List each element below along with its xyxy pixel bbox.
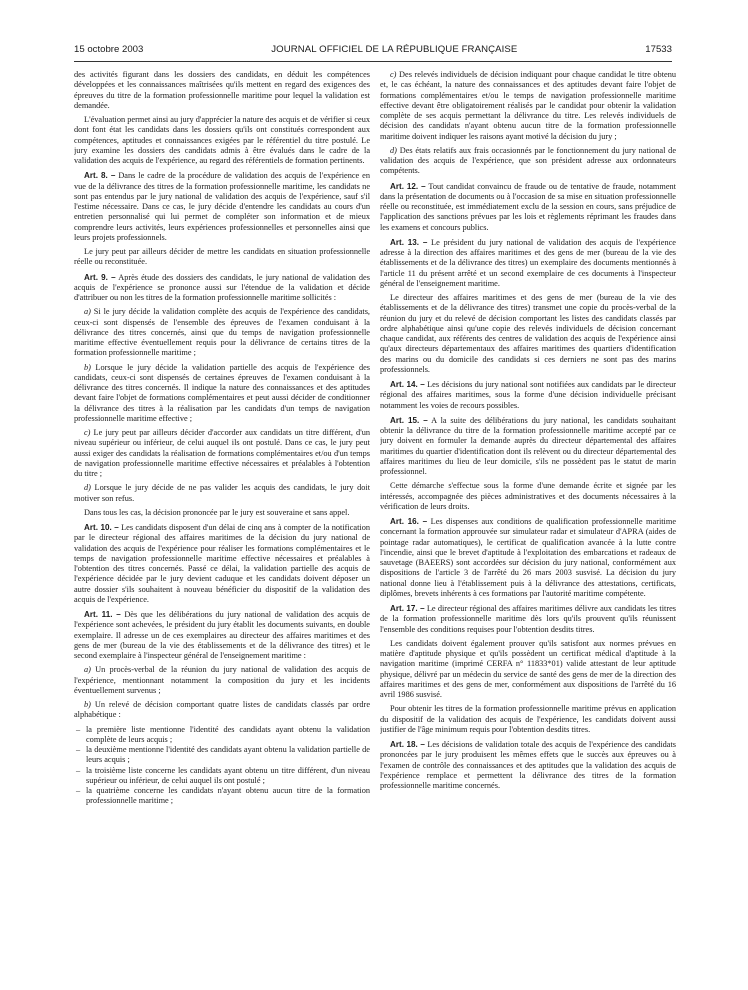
article-paragraph bbox=[380, 238, 676, 289]
paragraph-text: Le directeur régional des affaires maritimes délivre aux candidats les titres de la formation professionnelle maritime dès lors qu'ils prouvent qu'ils réunissent l'ensemble des conditions requises pour l'obtention desdits titres. bbox=[380, 604, 676, 634]
lettered-item bbox=[380, 146, 676, 177]
item-letter: b) bbox=[84, 700, 91, 709]
paragraph bbox=[380, 639, 676, 701]
dash-list bbox=[74, 725, 370, 807]
paragraph-text: Si le jury décide la validation complète des acquis de l'expérience des candidats, ceux-ci sont dispensés de l'ensemble des épreuves de l'examen conduisant à la délivrance des titres concernés, ainsi que du temps de navigation professionnelle maritime effective éventuellement requis pour la délivrance de certains titres de la formation professionnelle maritime ; bbox=[74, 307, 370, 358]
paragraph-text: L'évaluation permet ainsi au jury d'apprécier la nature des acquis et de vérifier si ceux dont font état les candidats dans les dossiers qu'ils ont constitués correspondent aux compétences, aptitudes et connaissances exigées par le référentiel du titre postulé. Le jury examine les dossiers des candidats admis à être évalués dans le cadre de la validation des acquis de l'expérience, au regard des référentiels de formation pertinents. bbox=[74, 115, 370, 165]
paragraph-text: Les décisions du jury national sont notifiées aux candidats par le directeur régional des affaires maritimes, sous la forme d'une décision individuelle précisant notamment les voies de recours possibles. bbox=[380, 380, 676, 410]
paragraph bbox=[74, 70, 370, 111]
article-label: Art. 13. – bbox=[390, 237, 428, 247]
paragraph-text: Des états relatifs aux frais occasionnés par le fonctionnement du jury national de validation des acquis de l'expérience, que son président adresse aux ordonnateurs compétents. bbox=[380, 145, 676, 176]
lettered-item bbox=[74, 700, 370, 721]
paragraph-text: Un procès-verbal de la réunion du jury national de validation des acquis de l'expérience, mentionnant notamment la composition du jury et les incidents éventuellement survenus ; bbox=[74, 665, 370, 695]
paragraph-text: Les dispenses aux conditions de qualification professionnelle maritime concernant la formation approuvée sur simulateur radar et simulateur d'APRA (aides de pointage radar automatiques), le certificat de qualification avancée à la lutte contre l'incendie, ainsi que le brevet d'aptitude à l'exploitation des embarcations et radeaux de sauvetage (BAEERS) sont accordées sur décision du jury national, conformément aux dispositions de l'article 3 de l'arrêté du 26 mars 2003 susvisé. La décision du jury national donne lieu à l'établissement puis à la délivrance des attestations, certificats, diplômes, brevets inhérents à ces formations par l'autorité maritime compétente. bbox=[380, 517, 676, 598]
paragraph-text: Des relevés individuels de décision indiquant pour chaque candidat le titre obtenu et, le cas échéant, la nature des connaissances et des aptitudes devant faire l'objet de formations complémentaires et/ou le temps de navigation professionnelle maritime effective devant être obligatoirement réalisés par le candidat pour obtenir la validation complète de ses acquis permettant la délivrance du titre. Les relevés individuels de décision des candidats n'ayant obtenu aucun titre de la formation professionnelle maritime doivent indiquer les raisons ayant motivé la décision du jury ; bbox=[380, 70, 676, 141]
article-label: Art. 9. – bbox=[84, 272, 116, 282]
paragraph-text: Tout candidat convaincu de fraude ou de tentative de fraude, notamment dans la présentation de documents ou à l'occasion de sa mise en situation professionnelle réelle ou reconstituée, est immédiatement exclu de la session en cours, sans préjudice de l'application des sanctions prévues par les lois et règlements réprimant les fraudes dans les examens et concours publics. bbox=[380, 181, 676, 232]
paragraph-text: Les candidats disposent d'un délai de cinq ans à compter de la notification par le directeur régional des affaires maritimes de la décision du jury national de validation des acquis de l'expérience pour réaliser les formations complémentaires et le temps de navigation professionnelle maritime effective nécessaires et préalables à l'obtention des titres concernés. Passé ce délai, la validation partielle des acquis de l'expérience décidée par le jury devient caduque et les candidats doivent déposer un autre dossier s'ils souhaitent à nouveau bénéficier du dispositif de la validation des acquis de l'expérience. bbox=[74, 523, 370, 604]
list-item: – la troisième liste concerne les candidats ayant obtenu un titre différent, d'un niveau supérieur ou inférieur, de celui auquel ils ont postulé ; bbox=[74, 766, 370, 787]
article-label: Art. 17. – bbox=[390, 604, 425, 613]
list-item: – la première liste mentionne l'identité des candidats ayant obtenu la validation complète de leurs acquis ; bbox=[74, 725, 370, 746]
paragraph-text: Lorsque le jury décide de ne pas valider les acquis des candidats, le jury doit motiver son refus. bbox=[74, 483, 370, 503]
paragraph bbox=[380, 704, 676, 735]
list-item: – la quatrième concerne les candidats n'ayant obtenu aucun titre de la formation professionnelle maritime ; bbox=[74, 786, 370, 807]
lettered-item bbox=[74, 363, 370, 425]
article-label: Art. 10. – bbox=[84, 523, 119, 532]
paragraph bbox=[380, 481, 676, 512]
paragraph-text: Dès que les délibérations du jury national de validation des acquis de l'expérience sont achevées, le président du jury établit les documents suivants, en double exemplaire. Il adresse un de ces exemplaires au directeur des affaires maritimes et des gens de mer (bureau de la vie des établissements et de la délivrance des titres) et le second exemplaire à l'inspecteur général de l'enseignement maritime : bbox=[74, 610, 370, 660]
paragraph-text: Pour obtenir les titres de la formation professionnelle maritime prévus en application du dispositif de la validation des acquis de l'expérience, les candidats doivent aussi justifier de l'âge minimum requis pour l'obtention desdits titres. bbox=[380, 704, 676, 734]
item-letter: a) bbox=[84, 665, 91, 675]
article-paragraph bbox=[74, 171, 370, 243]
lettered-item bbox=[74, 307, 370, 358]
article-paragraph bbox=[74, 523, 370, 605]
paragraph bbox=[74, 115, 370, 166]
page-header bbox=[74, 44, 672, 60]
paragraph-text: A la suite des délibérations du jury national, les candidats souhaitant obtenir la délivrance du titre de la formation professionnelle maritime accepté par ce jury doivent en formuler la demande auprès du directeur départemental des affaires maritimes du quartier d'identification dont ils relèvent ou du directeur départemental des affaires maritimes du lieu de leur domicile, s'ils ne possèdent pas le statut de marin professionnel. bbox=[380, 415, 676, 476]
right-column bbox=[380, 70, 676, 975]
item-letter: c) bbox=[84, 428, 91, 437]
article-paragraph bbox=[380, 604, 676, 635]
lettered-item bbox=[74, 483, 370, 504]
paragraph-text: Le jury peut par ailleurs décider d'accorder aux candidats un titre différent, d'un niveau supérieur ou inférieur, de celui auquel ils ont postulé. Dans ce cas, le jury peut aussi exiger des candidats la réalisation de formations complémentaires et/ou d'un temps de navigation professionnelle maritime effective nécessaires et préalables à l'obtention du titre ; bbox=[74, 428, 370, 478]
article-paragraph bbox=[380, 416, 676, 478]
header-page-number: 17533 bbox=[645, 44, 672, 55]
paragraph-text: Le directeur des affaires maritimes et des gens de mer (bureau de la vie des établissements et de la délivrance des titres) transmet une copie du procès-verbal de la réunion du jury et du relevé de décision comportant les listes des candidats classés par ordre alphabétique ainsi qu'une copie des relevés individuels de décision concernant chaque candidat, aux référents des centres de validation des acquis de l'expérience ainsi qu'aux directeurs départementaux des affaires maritimes des quartiers d'identification des marins ou du domicile des candidats si ces derniers ne sont pas des marins professionnels. bbox=[380, 293, 676, 374]
paragraph-text: Le président du jury national de validation des acquis de l'expérience adresse à la direction des affaires maritimes et des gens de mer (bureau de la vie des établissements et de la délivrance des titres) un exemplaire des documents mentionnés à l'article 11 du présent arrêté et un second exemplaire de ces documents à l'inspecteur général de l'enseignement maritime. bbox=[380, 237, 676, 288]
paragraph-text: Cette démarche s'effectue sous la forme d'une demande écrite et signée par les intéressés, accompagnée des pièces administratives et des documents nécessaires à la vérification de leurs droits. bbox=[380, 481, 676, 511]
lettered-item bbox=[74, 665, 370, 696]
lettered-item bbox=[380, 70, 676, 142]
article-label: Art. 12. – bbox=[390, 181, 426, 191]
list-item: – la deuxième mentionne l'identité des candidats ayant obtenu la validation partielle de leurs acquis ; bbox=[74, 745, 370, 766]
article-label: Art. 14. – bbox=[390, 380, 425, 389]
paragraph-text: Dans tous les cas, la décision prononcée par le jury est souveraine et sans appel. bbox=[84, 507, 350, 517]
paragraph bbox=[74, 508, 370, 518]
article-paragraph bbox=[380, 380, 676, 411]
article-label: Art. 8. – bbox=[84, 171, 116, 181]
paragraph-text: des activités figurant dans les dossiers des candidats, en déduit les compétences développées et les connaissances maîtrisées qu'ils mettent en regard des exigences des épreuves du titre de la formation professionnelle maritime pour lequel la validation est demandée. bbox=[74, 70, 370, 110]
item-letter: d) bbox=[390, 145, 397, 155]
article-label: Art. 11. – bbox=[84, 610, 121, 619]
item-letter: d) bbox=[84, 483, 91, 493]
lettered-item bbox=[74, 428, 370, 479]
article-label: Art. 15. – bbox=[390, 415, 428, 425]
article-label: Art. 16. – bbox=[390, 517, 428, 526]
item-letter: b) bbox=[84, 362, 91, 372]
paragraph-text: Un relevé de décision comportant quatre listes de candidats classés par ordre alphabétique : bbox=[74, 700, 370, 720]
article-paragraph bbox=[380, 517, 676, 599]
paragraph-text: Lorsque le jury décide la validation partielle des acquis de l'expérience des candidats, ceux-ci sont dispensés de certaines épreuves de l'examen conduisant à la délivrance des titres concernés. Il indique la nature des connaissances et des aptitudes devant faire l'objet de formations complémentaires et peut aussi décider de conditionner la délivrance des titres à la réalisation par les candidats d'un temps de navigation professionnelle maritime effective ; bbox=[74, 362, 370, 423]
paragraph bbox=[380, 293, 676, 375]
article-label: Art. 18. – bbox=[390, 740, 425, 749]
paragraph-text: Les candidats doivent également prouver qu'ils satisfont aux normes prévues en matière d'aptitude physique et qu'ils possèdent un certificat médical d'aptitude à la navigation maritime (imprimé CERFA n° 11833*01) valide attestant de leur aptitude physique, délivré par un médecin du service de santé des gens de mer de la direction des affaires maritimes et des gens de mer, conformément aux dispositions de l'arrêté du 16 avril 1986 susvisé. bbox=[380, 638, 676, 699]
left-column bbox=[74, 70, 370, 975]
paragraph-text: Dans le cadre de la procédure de validation des acquis de l'expérience en vue de la délivrance des titres de la formation professionnelle maritime, les candidats ne sont pas entendus par le jury national de validation des acquis de l'expérience, sauf s'il l'estime nécessaire. Dans ce cas, le jury décide d'entendre les candidats au cours d'un entretien personnalisé qui lui permet de compléter son information et de mieux comprendre leurs activités, leurs expériences professionnelles et personnelles ainsi que leurs projets professionnels. bbox=[74, 171, 370, 242]
item-letter: c) bbox=[390, 70, 397, 79]
article-paragraph bbox=[380, 740, 676, 791]
header-rule bbox=[74, 61, 672, 62]
paragraph-text: Après étude des dossiers des candidats, le jury national de validation des acquis de l'expérience se prononce aussi sur l'étendue de la validation et décide d'attribuer ou non les titres de la formation professionnelle maritime sollicités : bbox=[74, 272, 370, 302]
article-paragraph bbox=[380, 182, 676, 233]
article-paragraph bbox=[74, 610, 370, 661]
paragraph bbox=[74, 247, 370, 268]
paragraph-text: Le jury peut par ailleurs décider de mettre les candidats en situation professionnelle réelle ou reconstituée. bbox=[74, 247, 370, 267]
paragraph-text: Les décisions de validation totale des acquis de l'expérience des candidats prononcées par le jury produisent les mêmes effets que le succès aux épreuves ou à l'examen de contrôle des connaissances et des aptitudes que la validation des acquis de l'expérience remplace et permettent la délivrance des titres de la formation professionnelle maritime concernés. bbox=[380, 740, 676, 790]
header-title: JOURNAL OFFICIEL DE LA RÉPUBLIQUE FRANÇAISE bbox=[271, 44, 518, 55]
item-letter: a) bbox=[84, 307, 91, 317]
article-paragraph bbox=[74, 273, 370, 304]
header-date: 15 octobre 2003 bbox=[74, 44, 144, 55]
